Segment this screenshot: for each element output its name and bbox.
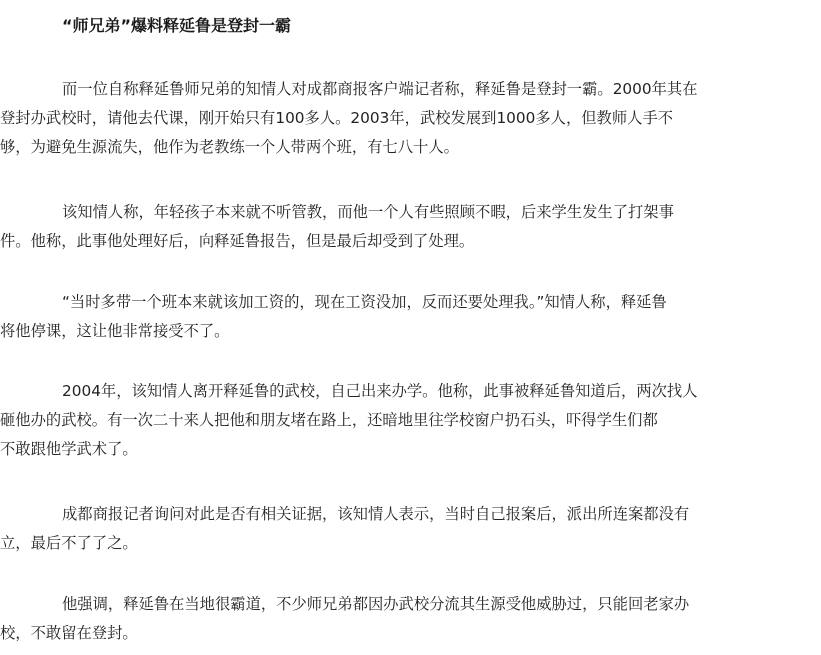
paragraph-line: 该知情人称，年轻孩子本来就不听管教，而他一个人有些照顾不暇，后来学生发生了打架事 bbox=[62, 203, 674, 221]
paragraph-line: 够，为避免生源流失，他作为老教练一个人带两个班，有七八十人。 bbox=[0, 138, 459, 156]
paragraph bbox=[0, 198, 804, 256]
paragraph-line: 不敢跟他学武术了。 bbox=[0, 440, 138, 458]
paragraph-line: 立，最后不了了之。 bbox=[0, 534, 138, 552]
paragraph-line: 砸他办的武校。有一次二十来人把他和朋友堵在路上，还暗地里往学校窗户扔石头，吓得学生们都 bbox=[0, 411, 658, 429]
paragraph-line: 2004年，该知情人离开释延鲁的武校，自己出来办学。他称，此事被释延鲁知道后，两次找人 bbox=[62, 382, 698, 400]
paragraph bbox=[0, 288, 804, 346]
paragraph-line: 校，不敢留在登封。 bbox=[0, 624, 138, 642]
paragraph-line: 而一位自称释延鲁师兄弟的知情人对成都商报客户端记者称，释延鲁是登封一霸。2000年其在 bbox=[62, 80, 698, 98]
paragraph bbox=[0, 75, 804, 162]
paragraph-line: 登封办武校时，请他去代课，刚开始只有100多人。2003年，武校发展到1000多人，但教师人手不 bbox=[0, 109, 674, 127]
paragraph-line: 件。他称，此事他处理好后，向释延鲁报告，但是最后却受到了处理。 bbox=[0, 232, 475, 250]
paragraph-line: 成都商报记者询问对此是否有相关证据，该知情人表示，当时自己报案后，派出所连案都没有 bbox=[62, 505, 690, 523]
paragraph-line: 将他停课，这让他非常接受不了。 bbox=[0, 322, 230, 340]
paragraph bbox=[0, 377, 804, 464]
paragraph bbox=[0, 590, 804, 648]
paragraph-line: “当时多带一个班本来就该加工资的，现在工资没加，反而还要处理我。”知情人称，释延鲁 bbox=[62, 293, 667, 311]
paragraph bbox=[0, 500, 804, 558]
article-headline: “师兄弟”爆料释延鲁是登封一霸 bbox=[62, 16, 292, 35]
paragraph-line: 他强调，释延鲁在当地很霸道，不少师兄弟都因办武校分流其生源受他威胁过，只能回老家办 bbox=[62, 595, 690, 613]
